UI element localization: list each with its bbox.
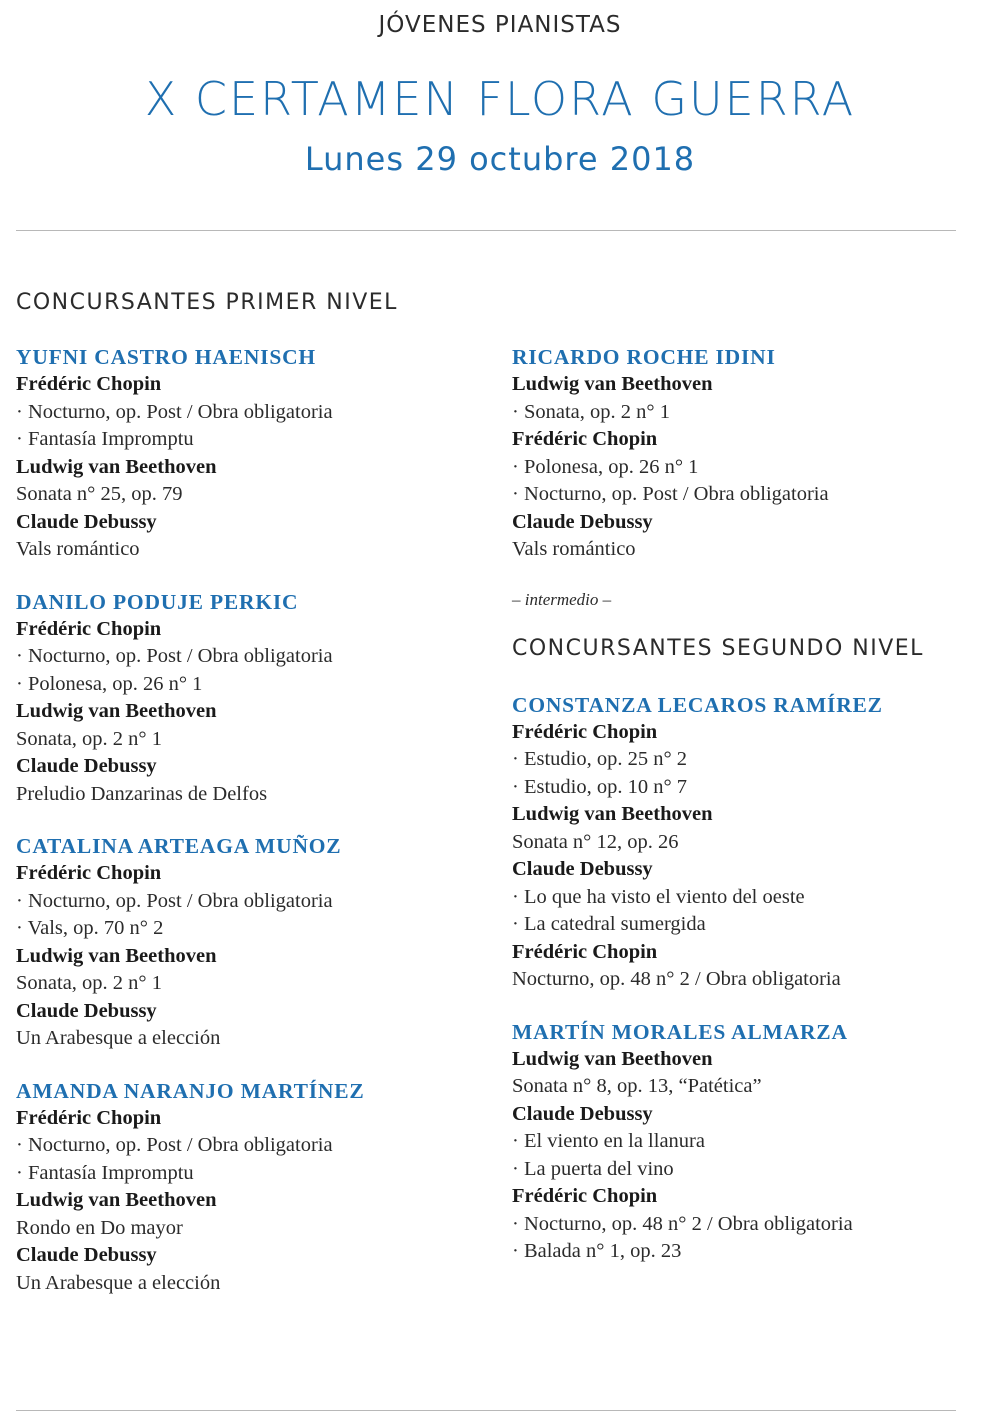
contestant-block [512, 343, 982, 564]
composer-name: Ludwig van Beethoven [16, 455, 217, 478]
work-title: Vals romántico [16, 538, 140, 560]
composer-name: Frédéric Chopin [512, 940, 658, 963]
composer-name: Claude Debussy [512, 1102, 653, 1125]
work-title: Sonata n° 12, op. 26 [512, 830, 679, 853]
contestant-name: YUFNI CASTRO HAENISCH [16, 345, 316, 369]
work-title: · El viento en la llanura [512, 1130, 705, 1152]
contestant-name: AMANDA NARANJO MARTÍNEZ [16, 1078, 365, 1103]
contestant-name: RICARDO ROCHE IDINI [512, 345, 776, 369]
work-title: · La catedral sumergida [512, 913, 706, 935]
work-title: · Fantasía Impromptu [16, 1161, 194, 1184]
work-title: Sonata, op. 2 n° 1 [16, 727, 162, 750]
composer-name: Frédéric Chopin [16, 862, 162, 884]
primer-nivel-cont-list [512, 343, 982, 564]
work-title: Vals romántico [512, 538, 636, 560]
composer-name: Frédéric Chopin [16, 617, 162, 640]
work-title: · Balada n° 1, op. 23 [512, 1240, 682, 1262]
composer-name: Claude Debussy [16, 999, 157, 1022]
contestant-block [16, 832, 486, 1053]
right-column [512, 343, 982, 1290]
event-date: Lunes 29 octubre 2018 [304, 140, 696, 178]
work-title: · Nocturno, op. Post / Obra obligatoria [16, 645, 333, 667]
composer-name: Claude Debussy [16, 1244, 157, 1266]
contestant-name: DANILO PODUJE PERKIC [16, 589, 299, 614]
composer-name: Frédéric Chopin [512, 428, 658, 450]
work-title: · Estudio, op. 10 n° 7 [512, 775, 688, 798]
work-title: Un Arabesque a elección [16, 1271, 221, 1294]
work-title: · Vals, op. 70 n° 2 [16, 917, 164, 939]
primer-nivel-heading: CONCURSANTES PRIMER NIVEL [16, 290, 398, 315]
contestant-block [16, 343, 486, 564]
work-title: · Sonata, op. 2 n° 1 [512, 400, 670, 423]
work-title: · Nocturno, op. Post / Obra obligatoria [16, 1134, 333, 1156]
contestant-block [512, 691, 982, 994]
work-title: Preludio Danzarinas de Delfos [16, 782, 268, 805]
work-title: · Nocturno, op. 48 n° 2 / Obra obligatoria [512, 1212, 853, 1235]
work-title: Sonata n° 8, op. 13, “Patética” [512, 1075, 762, 1097]
composer-name: Ludwig van Beethoven [16, 1189, 217, 1211]
composer-name: Ludwig van Beethoven [512, 1047, 713, 1070]
contestant-block [512, 1018, 982, 1266]
composer-name: Claude Debussy [512, 858, 653, 880]
work-title: · Nocturno, op. Post / Obra obligatoria [512, 483, 829, 505]
series-kicker: JÓVENES PIANISTAS [378, 12, 622, 38]
work-title: · Polonesa, op. 26 n° 1 [16, 672, 203, 695]
bottom-divider [16, 1410, 956, 1411]
composer-name: Ludwig van Beethoven [16, 700, 217, 722]
segundo-nivel-list [512, 691, 982, 1266]
intermission-note: – intermedio – [512, 589, 612, 609]
composer-name: Frédéric Chopin [512, 720, 658, 743]
work-title: · Nocturno, op. Post / Obra obligatoria [16, 889, 333, 912]
page-title: X CERTAMEN FLORA GUERRA [144, 72, 856, 126]
composer-name: Claude Debussy [512, 510, 653, 533]
composer-name: Ludwig van Beethoven [512, 373, 713, 395]
contestant-name: CONSTANZA LECAROS RAMÍREZ [512, 692, 883, 717]
primer-nivel-list [16, 343, 486, 1297]
composer-name: Claude Debussy [16, 755, 157, 777]
work-title: Sonata, op. 2 n° 1 [16, 972, 162, 994]
work-title: · Fantasía Impromptu [16, 428, 194, 450]
composer-name: Frédéric Chopin [512, 1185, 658, 1207]
work-title: Nocturno, op. 48 n° 2 / Obra obligatoria [512, 968, 841, 990]
left-column [16, 288, 486, 1321]
composer-name: Ludwig van Beethoven [512, 803, 713, 825]
contestant-name: CATALINA ARTEAGA MUÑOZ [16, 834, 342, 858]
work-title: · Estudio, op. 25 n° 2 [512, 748, 688, 770]
work-title: · La puerta del vino [512, 1157, 674, 1180]
composer-name: Frédéric Chopin [16, 373, 162, 395]
contestant-block [16, 1077, 486, 1298]
work-title: Rondo en Do mayor [16, 1216, 183, 1239]
segundo-nivel-heading: CONCURSANTES SEGUNDO NIVEL [512, 635, 924, 661]
work-title: · Polonesa, op. 26 n° 1 [512, 455, 699, 478]
top-divider [16, 230, 956, 231]
composer-name: Frédéric Chopin [16, 1106, 162, 1129]
composer-name: Ludwig van Beethoven [16, 944, 217, 967]
work-title: Un Arabesque a elección [16, 1027, 221, 1049]
work-title: · Nocturno, op. Post / Obra obligatoria [16, 400, 333, 423]
contestant-name: MARTÍN MORALES ALMARZA [512, 1019, 848, 1044]
contestant-block [16, 588, 486, 809]
work-title: · Lo que ha visto el viento del oeste [512, 885, 805, 908]
composer-name: Claude Debussy [16, 510, 157, 533]
work-title: Sonata n° 25, op. 79 [16, 483, 183, 505]
